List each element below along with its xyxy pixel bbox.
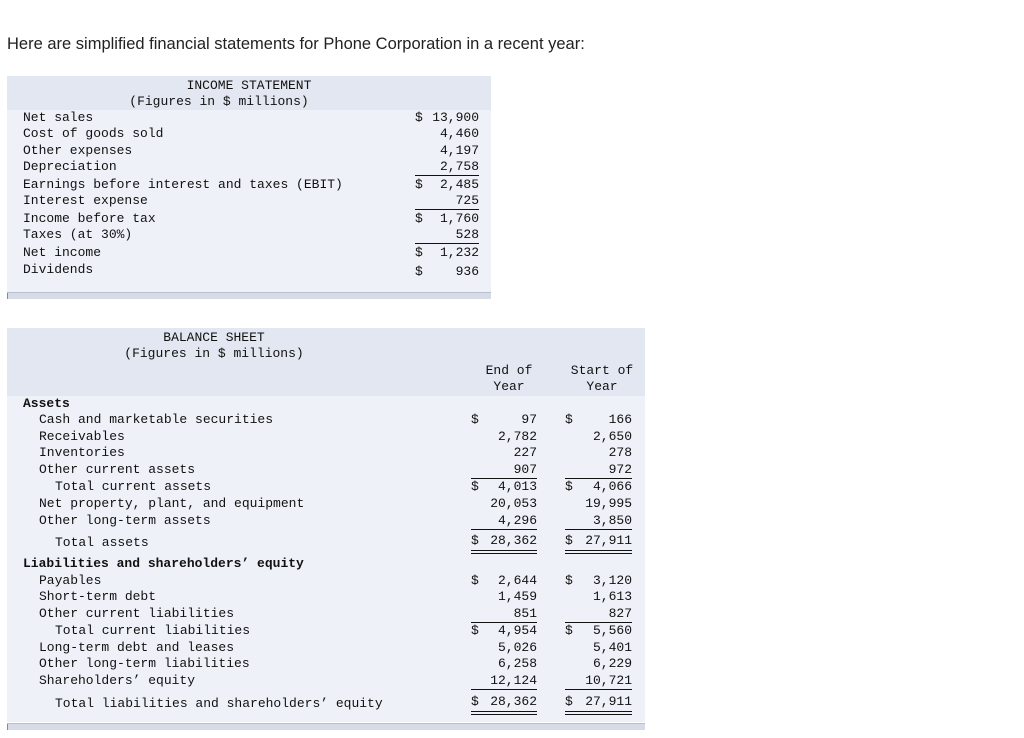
underline xyxy=(565,689,632,690)
income-label: Taxes (at 30%) xyxy=(23,227,133,242)
income-title: INCOME STATEMENT xyxy=(186,78,312,93)
income-label: Net income xyxy=(23,245,102,260)
balance-label: Inventories xyxy=(39,445,125,460)
end-dollar: $ xyxy=(471,412,479,427)
income-dollar: $ xyxy=(415,110,423,125)
income-value: 1,760 xyxy=(439,211,479,226)
balance-label: Total current liabilities xyxy=(55,623,251,638)
income-value: 4,197 xyxy=(439,143,479,158)
start-value: 6,229 xyxy=(592,656,632,671)
end-value: 6,258 xyxy=(497,656,537,671)
double-underline xyxy=(565,714,632,715)
income-value: 4,460 xyxy=(439,126,479,141)
end-value: 4,013 xyxy=(497,479,537,494)
start-value: 972 xyxy=(608,462,632,477)
balance-label: Payables xyxy=(39,573,102,588)
income-dollar: $ xyxy=(415,177,423,192)
income-label: Earnings before interest and taxes (EBIT) xyxy=(23,177,343,192)
income-label: Dividends xyxy=(23,262,94,277)
end-value: 97 xyxy=(521,412,537,427)
balance-label: Total current assets xyxy=(55,479,212,494)
col-end-header-year: Year xyxy=(493,379,525,394)
start-value: 27,911 xyxy=(585,533,632,548)
end-dollar: $ xyxy=(471,479,479,494)
end-value: 4,954 xyxy=(497,623,537,638)
start-value: 3,120 xyxy=(592,573,632,588)
end-value: 851 xyxy=(513,606,537,621)
liabilities-heading: Liabilities and shareholders’ equity xyxy=(23,556,304,571)
income-value: 725 xyxy=(455,193,479,208)
start-value: 1,613 xyxy=(592,589,632,604)
end-value: 12,124 xyxy=(490,673,537,688)
double-underline xyxy=(565,711,632,712)
end-value: 2,782 xyxy=(497,429,537,444)
start-value: 5,401 xyxy=(592,640,632,655)
col-start-header: Start of xyxy=(570,363,634,378)
underline xyxy=(415,175,479,176)
double-underline xyxy=(565,553,632,554)
double-underline xyxy=(471,550,537,551)
start-dollar: $ xyxy=(565,412,573,427)
end-dollar: $ xyxy=(471,694,479,709)
end-value: 907 xyxy=(513,462,537,477)
income-value: 2,485 xyxy=(439,177,479,192)
balance-sheet-table xyxy=(7,328,645,732)
col-end-header: End of xyxy=(485,363,533,378)
start-value: 278 xyxy=(608,445,632,460)
underline xyxy=(471,689,537,690)
income-value: 936 xyxy=(455,264,479,279)
end-value: 20,053 xyxy=(490,496,537,511)
balance-subtitle: (Figures in $ millions) xyxy=(124,346,304,361)
underline xyxy=(565,529,632,530)
balance-title: BALANCE SHEET xyxy=(163,330,265,345)
income-value: 2,758 xyxy=(439,159,479,174)
table-bottom-bar xyxy=(7,723,645,730)
income-label: Net sales xyxy=(23,110,94,125)
underline xyxy=(415,209,479,210)
end-value: 5,026 xyxy=(497,640,537,655)
start-dollar: $ xyxy=(565,479,573,494)
underline xyxy=(471,529,537,530)
income-label: Depreciation xyxy=(23,159,117,174)
income-dollar: $ xyxy=(415,245,423,260)
end-dollar: $ xyxy=(471,533,479,548)
double-underline xyxy=(471,714,537,715)
income-value: 13,900 xyxy=(432,110,479,125)
start-value: 4,066 xyxy=(592,479,632,494)
start-value: 19,995 xyxy=(585,496,632,511)
end-dollar: $ xyxy=(471,623,479,638)
end-value: 28,362 xyxy=(490,694,537,709)
balance-label: Cash and marketable securities xyxy=(39,412,274,427)
balance-label: Other current liabilities xyxy=(39,606,235,621)
balance-label: Other long-term assets xyxy=(39,513,211,528)
income-subtitle: (Figures in $ millions) xyxy=(129,94,309,109)
balance-label: Long-term debt and leases xyxy=(39,640,235,655)
table-bottom-bar xyxy=(7,292,491,299)
start-dollar: $ xyxy=(565,573,573,588)
end-value: 227 xyxy=(513,445,537,460)
balance-label: Shareholders’ equity xyxy=(39,673,196,688)
start-value: 5,560 xyxy=(592,623,632,638)
income-value: 528 xyxy=(455,227,479,242)
start-value: 10,721 xyxy=(585,673,632,688)
underline xyxy=(415,243,479,244)
double-underline xyxy=(471,553,537,554)
income-label: Interest expense xyxy=(23,193,148,208)
double-underline xyxy=(565,550,632,551)
end-value: 4,296 xyxy=(497,513,537,528)
income-value: 1,232 xyxy=(439,245,479,260)
assets-heading: Assets xyxy=(23,396,70,411)
col-start-header-year: Year xyxy=(586,379,618,394)
balance-label: Total assets xyxy=(55,535,149,550)
start-dollar: $ xyxy=(565,694,573,709)
income-dollar: $ xyxy=(415,211,423,226)
start-dollar: $ xyxy=(565,623,573,638)
start-value: 2,650 xyxy=(592,429,632,444)
start-value: 27,911 xyxy=(585,694,632,709)
end-value: 28,362 xyxy=(490,533,537,548)
income-label: Income before tax xyxy=(23,211,156,226)
income-statement-table xyxy=(7,76,491,302)
end-value: 2,644 xyxy=(497,573,537,588)
balance-label: Receivables xyxy=(39,429,125,444)
double-underline xyxy=(471,711,537,712)
end-value: 1,459 xyxy=(497,589,537,604)
start-dollar: $ xyxy=(565,533,573,548)
start-value: 166 xyxy=(608,412,632,427)
income-label: Cost of goods sold xyxy=(23,126,164,141)
start-value: 827 xyxy=(608,606,632,621)
intro-text: Here are simplified financial statements for Phone Corporation in a recent year: xyxy=(7,35,585,53)
balance-label: Other long-term liabilities xyxy=(39,656,250,671)
start-value: 3,850 xyxy=(592,513,632,528)
balance-label: Other current assets xyxy=(39,462,196,477)
income-dollar: $ xyxy=(415,264,423,279)
balance-label: Net property, plant, and equipment xyxy=(39,496,305,511)
balance-label: Total liabilities and shareholders’ equity xyxy=(55,696,383,711)
income-label: Other expenses xyxy=(23,143,133,158)
end-dollar: $ xyxy=(471,573,479,588)
balance-label: Short-term debt xyxy=(39,589,157,604)
